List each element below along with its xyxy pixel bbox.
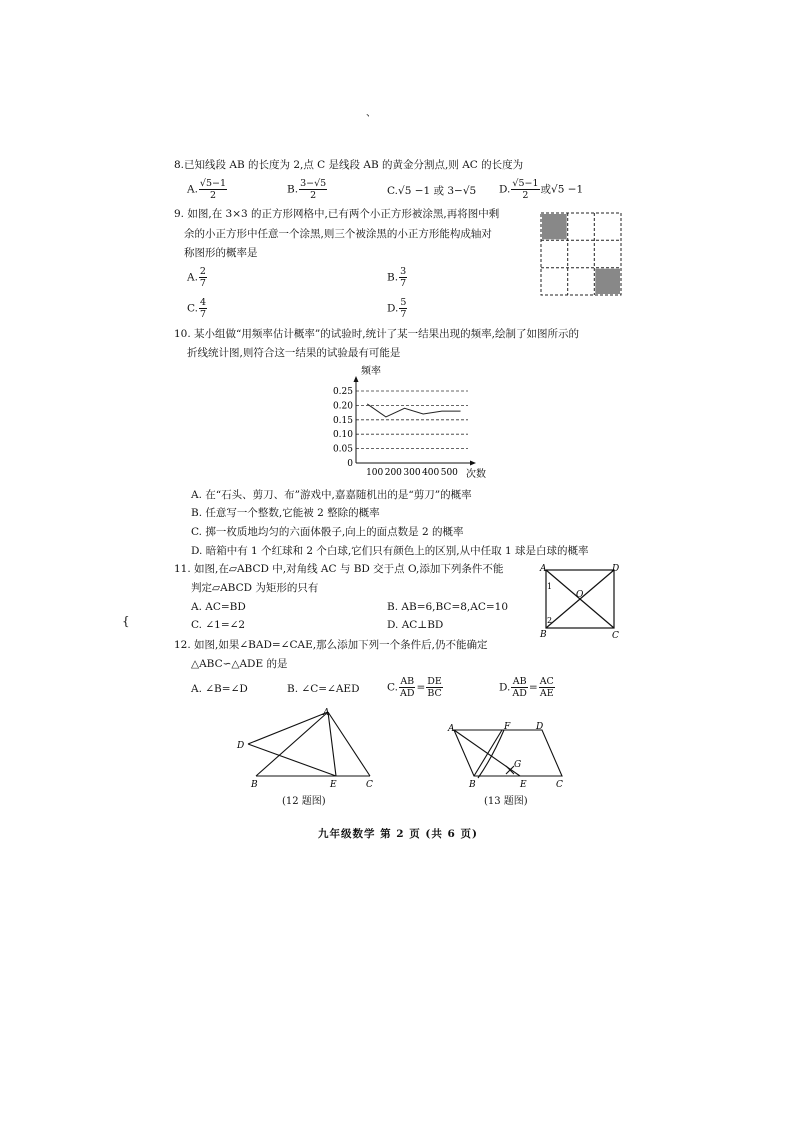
q13-label-g: G (514, 760, 522, 770)
chart-x-tick-label: 400 (422, 468, 440, 478)
chart-y-tick-label: 0.20 (332, 401, 353, 412)
q10-line-1: 10. 某小组做“用频率估计概率”的试验时,统计了某一结果出现的频率,绘制了如图所示的 (174, 328, 579, 340)
q11-option-b: B. AB=6,BC=8,AC=10 (387, 601, 509, 613)
q11-label-b: B (540, 630, 547, 640)
q12-option-a: A. ∠B=∠D (191, 683, 248, 695)
margin-bracket-mark: { (122, 614, 130, 628)
q11-line-2: 判定▱ABCD 为矩形的只有 (191, 582, 319, 594)
q10-option-a: A. 在“石头、剪刀、布”游戏中,嘉嘉随机出的是“剪刀”的概率 (191, 489, 472, 501)
chart-x-tick-label: 500 (440, 468, 458, 478)
frequency-line-chart (328, 364, 498, 482)
q8-option-b: B. $\frac{3-√5}{2}$ (287, 178, 327, 201)
chart-x-tick-label: 200 (384, 468, 402, 478)
scan-mark: 、 (366, 108, 376, 119)
chart-y-tick-label: 0.25 (332, 387, 353, 397)
q12-label-a: A (323, 708, 330, 718)
q9-line-2: 余的小正方形中任意一个涂黑,则三个被涂黑的小正方形能构成轴对 (184, 228, 492, 240)
q9-option-b: B. $\frac{3}{7}$ (387, 266, 407, 289)
q13-parallelogram-figure (446, 718, 576, 792)
q12-label-e: E (330, 780, 337, 790)
q12-line-2: △ABC∽△ADE 的是 (191, 658, 288, 670)
chart-y-tick-label: 0.05 (332, 444, 353, 455)
q8-option-a: A. $\frac{√5-1}{2}$ (187, 178, 227, 201)
q10-line-2: 折线统计图,则符合这一结果的试验最有可能是 (187, 347, 401, 359)
q13-label-b: B (469, 780, 476, 790)
q8-stem: 8.已知线段 AB 的长度为 2,点 C 是线段 AB 的黄金分割点,则 AC 的长度为 (174, 159, 524, 171)
q12-option-c: C. $\frac{AB}{AD}$ = $\frac{DE}{BC}$ (387, 676, 442, 699)
q11-option-a: A. AC=BD (191, 601, 246, 613)
frequency-series-line (367, 404, 460, 417)
q9-grid-figure (540, 212, 622, 296)
q12-line-1: 12. 如图,如果∠BAD=∠CAE,那么添加下列一个条件后,仍不能确定 (174, 639, 488, 651)
q11-label-d: D (612, 564, 620, 574)
page-footer: 九年级数学 第 2 页 (共 6 页) (318, 828, 478, 840)
chart-y-tick-label: 0 (347, 459, 353, 469)
q12-label-b: B (251, 780, 258, 790)
shaded-cell-bottom-right (595, 269, 620, 294)
q9-option-d: D. $\frac{5}{7}$ (387, 297, 407, 320)
q11-option-c: C. ∠1=∠2 (191, 619, 246, 631)
caption-fig-12: (12 题图) (282, 796, 326, 807)
q12-option-d: D. $\frac{AB}{AD}$ = $\frac{AC}{AE}$ (499, 676, 554, 699)
q11-rectangle-figure (538, 562, 622, 642)
chart-y-axis-label: 频率 (361, 366, 381, 377)
q11-line-1: 11. 如图,在▱ABCD 中,对角线 AC 与 BD 交于点 O,添加下列条件不能 (174, 563, 504, 575)
q10-option-b: B. 任意写一个整数,它能被 2 整除的概率 (191, 507, 380, 519)
q11-label-c: C (612, 631, 619, 641)
chart-y-tick-label: 0.10 (332, 430, 353, 441)
q11-angle-1-label: 1 (547, 582, 553, 591)
chart-x-tick-label: 300 (403, 468, 421, 478)
q12-triangle-figure (234, 704, 380, 792)
caption-fig-13: (13 题图) (484, 796, 528, 807)
q11-option-d: D. AC⊥BD (387, 619, 444, 631)
q9-line-1: 9. 如图,在 3×3 的正方形网格中,已有两个小正方形被涂黑,再将图中剩 (174, 208, 500, 220)
q9-option-a: A. $\frac{2}{7}$ (187, 266, 206, 289)
shaded-cell-top-left (542, 214, 567, 239)
q12-label-c: C (366, 780, 373, 790)
q13-label-f: F (504, 722, 511, 732)
q13-label-e: E (520, 780, 527, 790)
q11-label-o: O (576, 590, 584, 600)
q11-angle-2-label: 2 (547, 616, 553, 625)
q9-option-c: C. $\frac{4}{7}$ (187, 297, 207, 320)
q8-option-c: C.√5 −1 或 3−√5 (387, 185, 477, 197)
q10-option-d: D. 暗箱中有 1 个红球和 2 个白球,它们只有颜色上的区别,从中任取 1 球是白球的概率 (191, 545, 589, 557)
q10-option-c: C. 掷一枚质地均匀的六面体骰子,向上的面点数是 2 的概率 (191, 526, 464, 538)
q13-label-d: D (536, 722, 544, 732)
chart-x-arrow (470, 461, 476, 466)
q11-label-a: A (540, 564, 547, 574)
chart-y-tick-label: 0.15 (332, 415, 353, 426)
q9-line-3: 称图形的概率是 (184, 247, 258, 259)
q13-label-c: C (556, 780, 563, 790)
chart-x-axis-label: 次数 (466, 469, 486, 480)
chart-x-tick-label: 100 (366, 468, 384, 478)
q12-label-d: D (237, 741, 245, 751)
q12-option-b: B. ∠C=∠AED (287, 683, 360, 695)
chart-y-arrow (354, 376, 359, 382)
q8-option-d: D. $\frac{√5-1}{2}$ 或√5 −1 (499, 178, 584, 201)
q13-label-a: A (448, 724, 455, 734)
